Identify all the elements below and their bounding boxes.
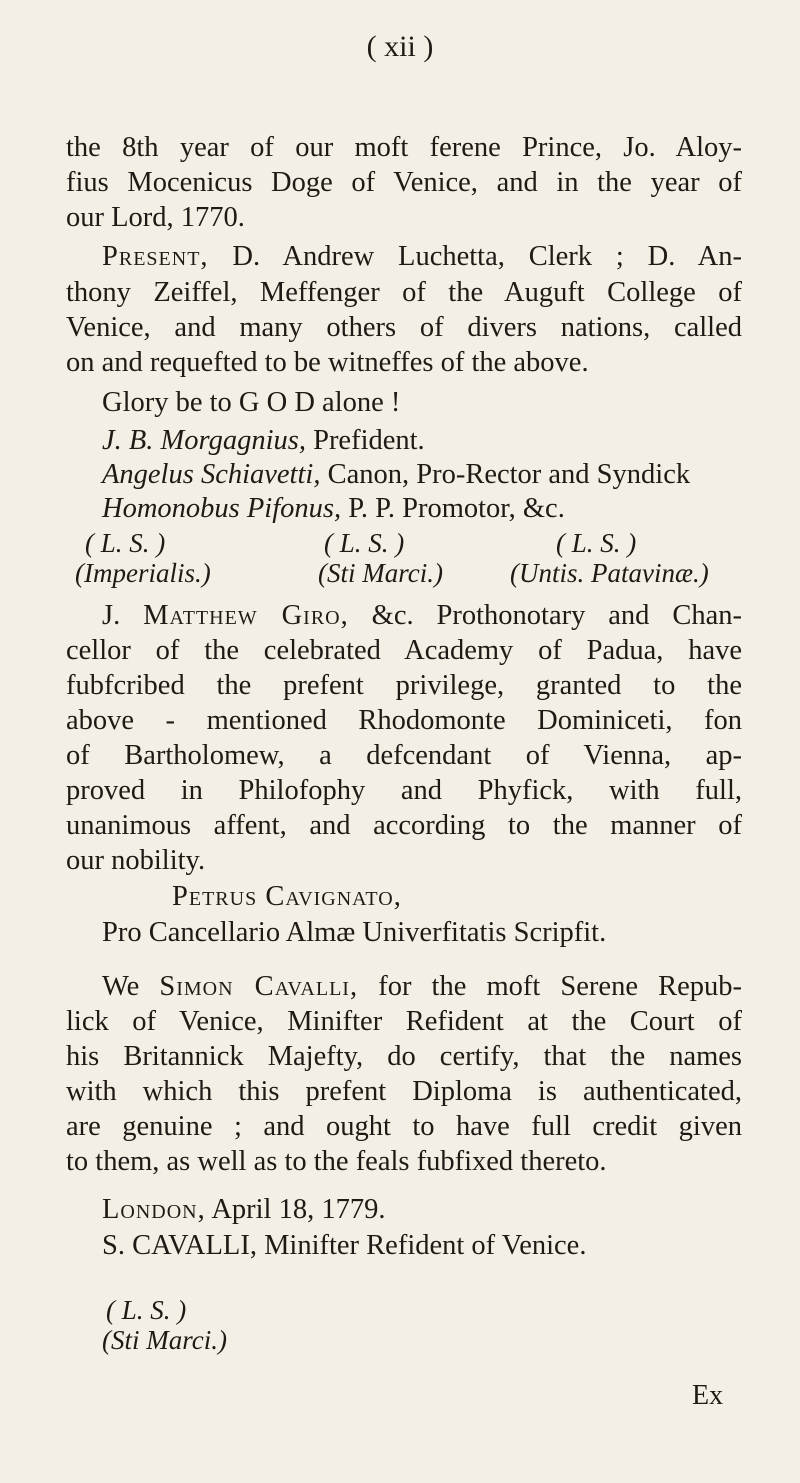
- final-seal: [102, 1295, 227, 1355]
- text-line: his Britannick Majefty, do certify, that the names: [66, 1041, 742, 1072]
- text-line: cellor of the celebrated Academy of Padua, have: [66, 635, 742, 666]
- text-line: unanimous affent, and according to the manner of: [66, 810, 742, 841]
- seal-label: (Imperialis.): [75, 558, 211, 588]
- text-line: proved in Philofophy and Phyfick, with full,: [66, 775, 742, 806]
- seal-mark: ( L. S. ): [106, 1295, 187, 1325]
- seal-mark: ( L. S. ): [324, 528, 405, 558]
- catchword: Ex: [692, 1380, 724, 1411]
- seal-patavinae: [510, 528, 709, 588]
- text-line: J. Matthew Giro, &c. Prothonotary and Chan-: [102, 600, 742, 631]
- text-line: lick of Venice, Minifter Refident at the Court of: [66, 1006, 742, 1037]
- seal-imperialis: [75, 528, 211, 588]
- signature-title: Pro Cancellario Almæ Univerfitatis Scripfit.: [102, 917, 607, 948]
- presenter-label: Present,: [102, 241, 209, 272]
- signatory-line: Homonobus Pifonus, P. P. Promotor, &c.: [102, 493, 565, 524]
- text-line: fius Mocenicus Doge of Venice, and in the year of: [66, 167, 742, 198]
- place-date-line: London, April 18, 1779.: [102, 1194, 386, 1225]
- text-line: with which this prefent Diploma is authenticated,: [66, 1076, 742, 1107]
- text-line: fubfcribed the prefent privilege, granted to the: [66, 670, 742, 701]
- signature-line: S. CAVALLI, Minifter Refident of Venice.: [102, 1230, 587, 1261]
- text-line: We Simon Cavalli, for the moft Serene Repub-: [102, 971, 742, 1002]
- text-line: our Lord, 1770.: [66, 202, 245, 233]
- text-line: Venice, and many others of divers nations, called: [66, 312, 742, 343]
- seal-label: (Sti Marci.): [318, 558, 443, 588]
- text-line: thony Zeiffel, Meffenger of the Auguft College of: [66, 277, 742, 308]
- text-line: the 8th year of our moft ferene Prince, Jo. Aloy-: [66, 132, 742, 163]
- seal-mark: ( L. S. ): [85, 528, 166, 558]
- text-line: to them, as well as to the feals fubfixed thereto.: [66, 1146, 607, 1177]
- signatory-line: J. B. Morgagnius, Prefident.: [102, 425, 425, 456]
- seal-label: (Untis. Patavinæ.): [510, 558, 709, 588]
- seal-label: (Sti Marci.): [102, 1325, 227, 1355]
- text-line: are genuine ; and ought to have full credit given: [66, 1111, 742, 1142]
- text-line: of Bartholomew, a defcendant of Vienna, ap-: [66, 740, 742, 771]
- glory-line: Glory be to G O D alone !: [102, 387, 401, 418]
- page-number: ( xii ): [366, 30, 434, 63]
- signature-name: Petrus Cavignato,: [172, 881, 402, 912]
- text-line: Present, D. Andrew Luchetta, Clerk ; D. An-: [102, 241, 742, 272]
- text-line: on and requefted to be witneffes of the above.: [66, 347, 589, 378]
- seal-sti-marci: [318, 528, 443, 588]
- text-line: our nobility.: [66, 845, 206, 876]
- seal-mark: ( L. S. ): [556, 528, 637, 558]
- signatory-line: Angelus Schiavetti, Canon, Pro-Rector and Syndick: [102, 459, 691, 490]
- text-line: above - mentioned Rhodomonte Dominiceti, fon: [66, 705, 742, 736]
